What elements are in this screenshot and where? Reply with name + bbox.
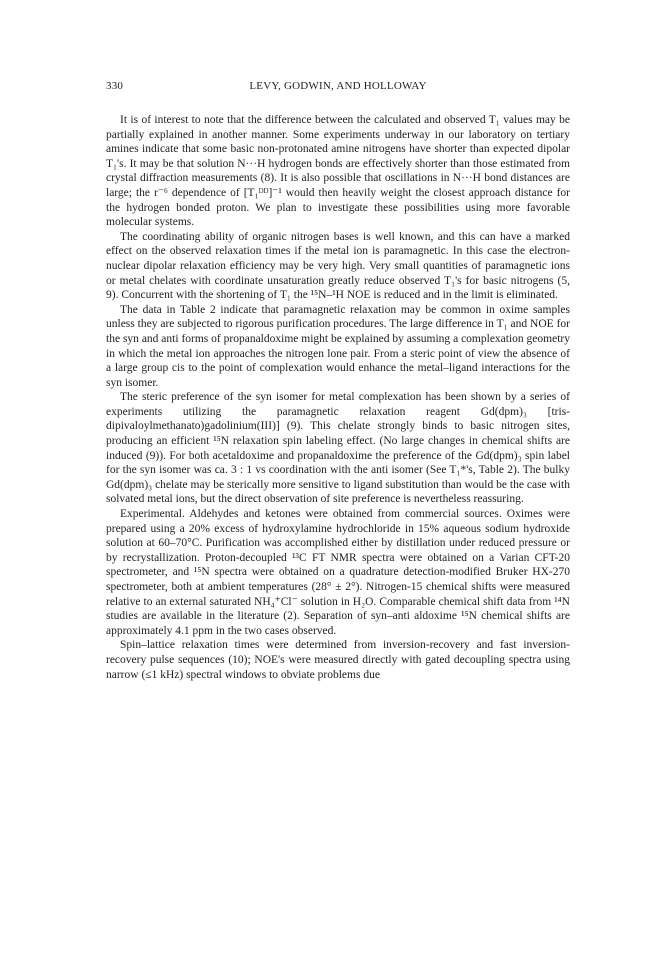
body-text [106, 113, 570, 682]
paragraph: It is of interest to note that the difference between the calculated and observed T₁ values may be partially explained in another manner. Some experiments underway in our laboratory on tertiary amines indicate that some basic non-protonated amine nitrogens have shorter than expected dipolar T₁'s. It may be that solution N···H hydrogen bonds are effectively shorter than those estimated from crystal diffraction measurements (8). It is also possible that oscillations in N···H bond distances are large; the r⁻⁶ dependence of [T₁ᴰᴰ]⁻¹ would then heavily weight the closest approach distance for the hydrogen bonded proton. We plan to investigate these possibilities using more favorable molecular systems. [106, 114, 570, 229]
paragraph: The steric preference of the syn isomer for metal complexation has been shown by a series of experiments utilizing the paramagnetic relaxation reagent Gd(dpm)₃ [tris-dipivaloylmethanato)gadolinium(III)] (9). This chelate strongly binds to basic nitrogen sites, producing an efficient ¹⁵N relaxation spin labeling effect. (No large changes in chemical shifts are induced (9)). For both acetaldoxime and propanaldoxime the preference of the Gd(dpm)₃ spin label for the syn isomer was ca. 3 : 1 vs coordination with the anti isomer (See T₁*'s, Table 2). The bulky Gd(dpm)₃ chelate may be sterically more sensitive to ligand substitution than would be the case with solvated metal ions, but the direct observation of site preference is nevertheless reassuring. [106, 391, 570, 506]
paragraph: Experimental. Aldehydes and ketones were obtained from commercial sources. Oximes were prepared using a 20% excess of hydroxylamine hydrochloride in 15% aqueous sodium hydroxide solution at 60–70°C. Purification was accomplished either by distillation under reduced pressure or by recrystallization. Proton-decoupled ¹³C FT NMR spectra were obtained on a Varian CFT-20 spectrometer, and ¹⁵N spectra were obtained on a quadrature detection-modified Bruker HX-270 spectrometer, both at ambient temperatures (28° ± 2°). Nitrogen-15 chemical shifts were measured relative to an external saturated NH₄⁺Cl⁻ solution in H₂O. Comparable chemical shift data from ¹⁴N studies are available in the literature (2). Separation of syn–anti aldoxime ¹⁵N chemical shifts are approximately 4.1 ppm in the two cases observed. [106, 508, 570, 637]
paragraph: The coordinating ability of organic nitrogen bases is well known, and this can have a marked effect on the observed relaxation times if the metal ion is paramagnetic. In this case the electron-nuclear dipolar relaxation efficiency may be very high. Very small quantities of paramagnetic ions or metal chelates with coordinate unsaturation greatly reduce observed T₁'s for basic nitrogens (5, 9). Concurrent with the shortening of T₁ the ¹⁵N–¹H NOE is reduced and in the limit is eliminated. [106, 230, 570, 302]
paragraph: The data in Table 2 indicate that paramagnetic relaxation may be common in oxime samples unless they are subjected to rigorous purification procedures. The large difference in T₁ and NOE for the syn and anti forms of propanaldoxime might be explained by assuming a complexation geometry in which the metal ion approaches the nitrogen lone pair. From a steric point of view the absence of a large group cis to the point of complexation would enhance the metal–ligand interactions for the syn isomer. [106, 303, 570, 389]
paragraph: Spin–lattice relaxation times were determined from inversion-recovery and fast inversion-recovery pulse sequences (10); NOE's were measured directly with gated decoupling spectra using narrow (≤1 kHz) spectral windows to obviate problems due [106, 639, 570, 681]
page-header [106, 80, 570, 96]
page-number: 330 [106, 80, 124, 92]
running-head: LEVY, GODWIN, AND HOLLOWAY [249, 80, 427, 92]
